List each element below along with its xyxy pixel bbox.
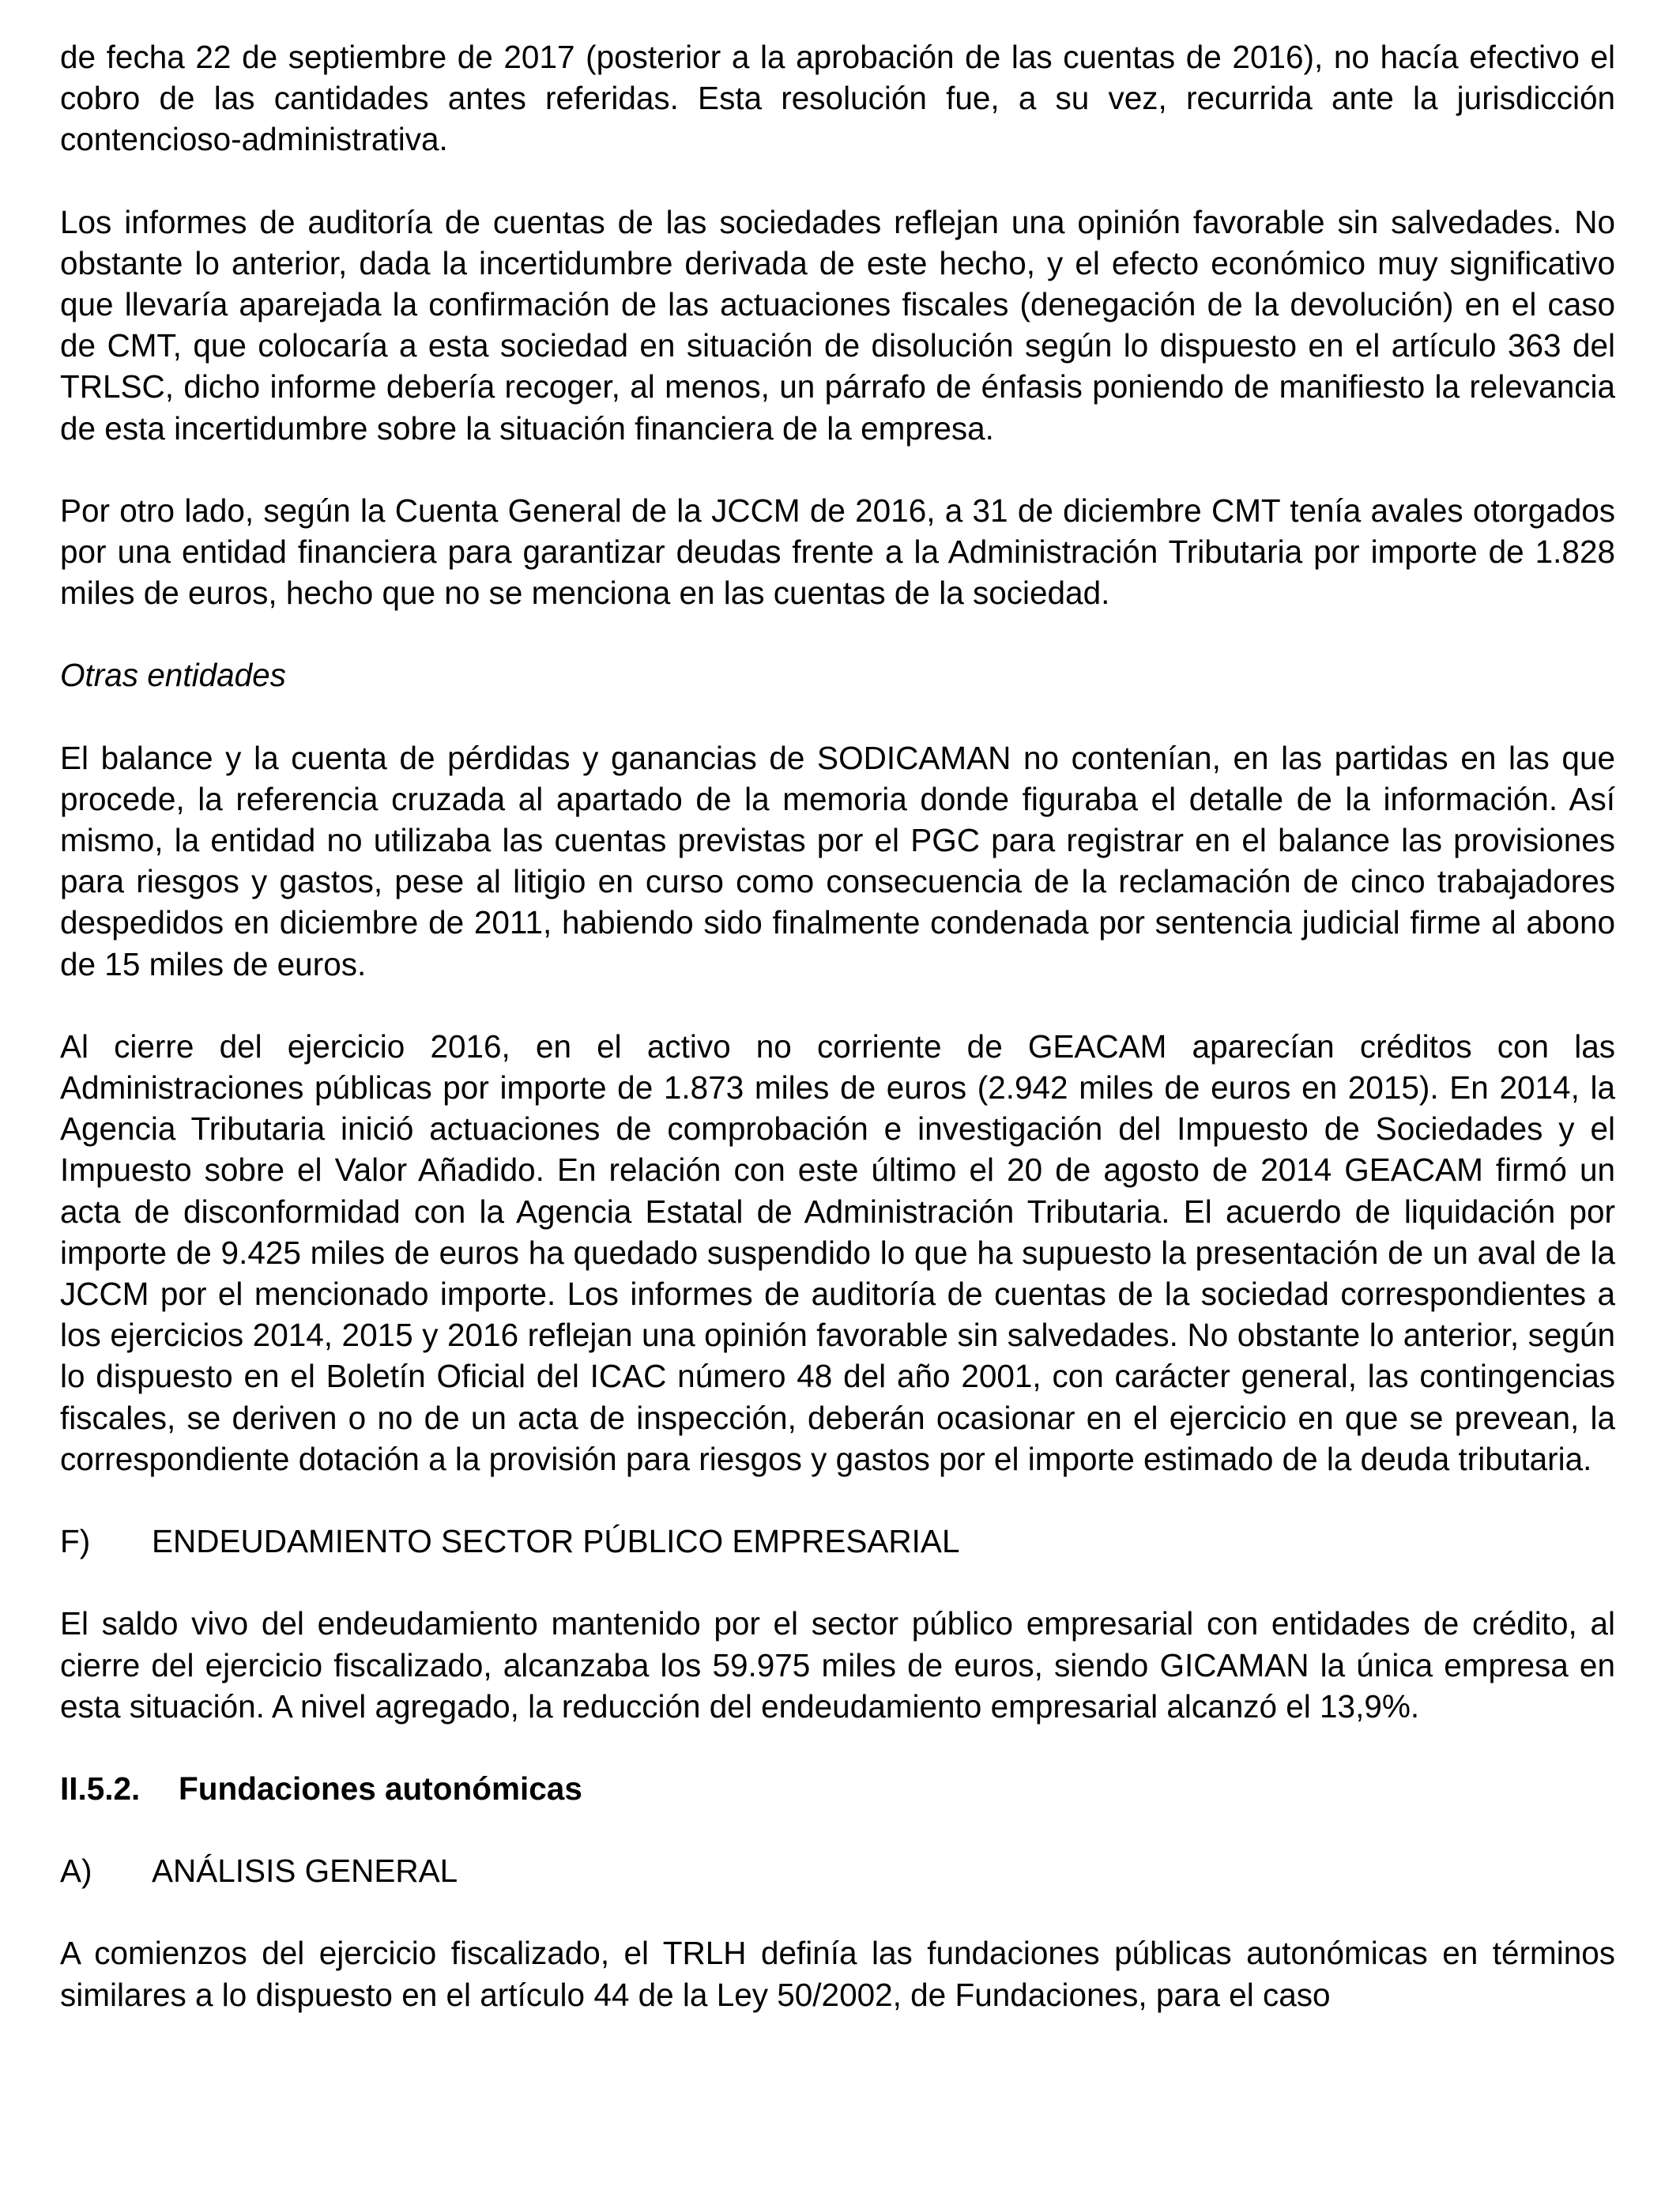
heading-letter-f: F) [60, 1523, 91, 1560]
paragraph-sodicaman: El balance y la cuenta de pérdidas y ganancias de SODICAMAN no contenían, en las partidas en las que procede, la referencia cruzada al apartado de la memoria donde figuraba el detalle de la información. Así mismo, la entidad no utilizaba las cuentas previstas por el PGC para registrar en el balance las provisiones para riesgos y gastos, pese al litigio en curso como consecuencia de la reclamación de cinco trabajadores despedidos en diciembre de 2011, habiendo sido finalmente condenada por sentencia judicial firme al abono de 15 miles de euros. [60, 739, 1615, 982]
heading-text-analisis: ANÁLISIS GENERAL [152, 1853, 458, 1890]
heading-text-endeudamiento: ENDEUDAMIENTO SECTOR PÚBLICO EMPRESARIAL [152, 1523, 960, 1560]
section-heading-fundaciones [60, 1768, 1615, 1809]
paragraph-avales-cmt: Por otro lado, según la Cuenta General de la JCCM de 2016, a 31 de diciembre CMT tenía avales otorgados por una entidad financiera para garantizar deudas frente a la Administración Tributaria por importe de 1.828 miles de euros, hecho que no se menciona en las cuentas de la sociedad. [60, 492, 1615, 612]
section-number: II.5.2. [60, 1770, 141, 1807]
heading-analisis-general [60, 1850, 1615, 1891]
paragraph-informes-auditoria: Los informes de auditoría de cuentas de las sociedades reflejan una opinión favorable sin salvedades. No obstante lo anterior, dada la incertidumbre derivada de este hecho, y el efecto económico muy significativo que llevaría aparejada la confirmación de las actuaciones fiscales (denegación de la devolución) en el caso de CMT, que colocaría a esta sociedad en situación de disolución según lo dispuesto en el artículo 363 del TRLSC, dicho informe debería recoger, al menos, un párrafo de énfasis poniendo de manifiesto la relevancia de esta incertidumbre sobre la situación financiera de la empresa. [60, 203, 1615, 447]
paragraph-cobro-resolucion: de fecha 22 de septiembre de 2017 (posterior a la aprobación de las cuentas de 2016), no hacía efectivo el cobro de las cantidades antes referidas. Esta resolución fue, a su vez, recurrida ante la jurisdicción contencioso-administrativa. [60, 39, 1615, 158]
document-page [60, 36, 1615, 2015]
subheading-otras-entidades: Otras entidades [60, 657, 286, 694]
heading-endeudamiento [60, 1521, 1615, 1562]
paragraph-trlh-fundaciones: A comienzos del ejercicio fiscalizado, el TRLH definía las fundaciones públicas autonómicas en términos similares a lo dispuesto en el artículo 44 de la Ley 50/2002, de Fundaciones, para el caso [60, 1935, 1615, 2013]
heading-letter-a: A) [60, 1853, 92, 1890]
paragraph-geacam: Al cierre del ejercicio 2016, en el activo no corriente de GEACAM aparecían créditos con las Administraciones públicas por importe de 1.873 miles de euros (2.942 miles de euros en 2015). En 2014, la Agencia Tributaria inició actuaciones de comprobación e investigación del Impuesto de Sociedades y el Impuesto sobre el Valor Añadido. En relación con este último el 20 de agosto de 2014 GEACAM firmó un acta de disconformidad con la Agencia Estatal de Administración Tributaria. El acuerdo de liquidación por importe de 9.425 miles de euros ha quedado suspendido lo que ha supuesto la presentación de un aval de la JCCM por el mencionado importe. Los informes de auditoría de cuentas de la sociedad correspondientes a los ejercicios 2014, 2015 y 2016 reflejan una opinión favorable sin salvedades. No obstante lo anterior, según lo dispuesto en el Boletín Oficial del ICAC número 48 del año 2001, con carácter general, las contingencias fiscales, se deriven o no de un acta de inspección, deberán ocasionar en el ejercicio en que se prevean, la correspondiente dotación a la provisión para riesgos y gastos por el importe estimado de la deuda tributaria. [60, 1027, 1615, 1477]
section-title: Fundaciones autonómicas [179, 1770, 582, 1807]
paragraph-saldo-endeudamiento: El saldo vivo del endeudamiento mantenido por el sector público empresarial con entidades de crédito, al cierre del ejercicio fiscalizado, alcanzaba los 59.975 miles de euros, siendo GICAMAN la única empresa en esta situación. A nivel agregado, la reducción del endeudamiento empresarial alcanzó el 13,9%. [60, 1605, 1615, 1725]
